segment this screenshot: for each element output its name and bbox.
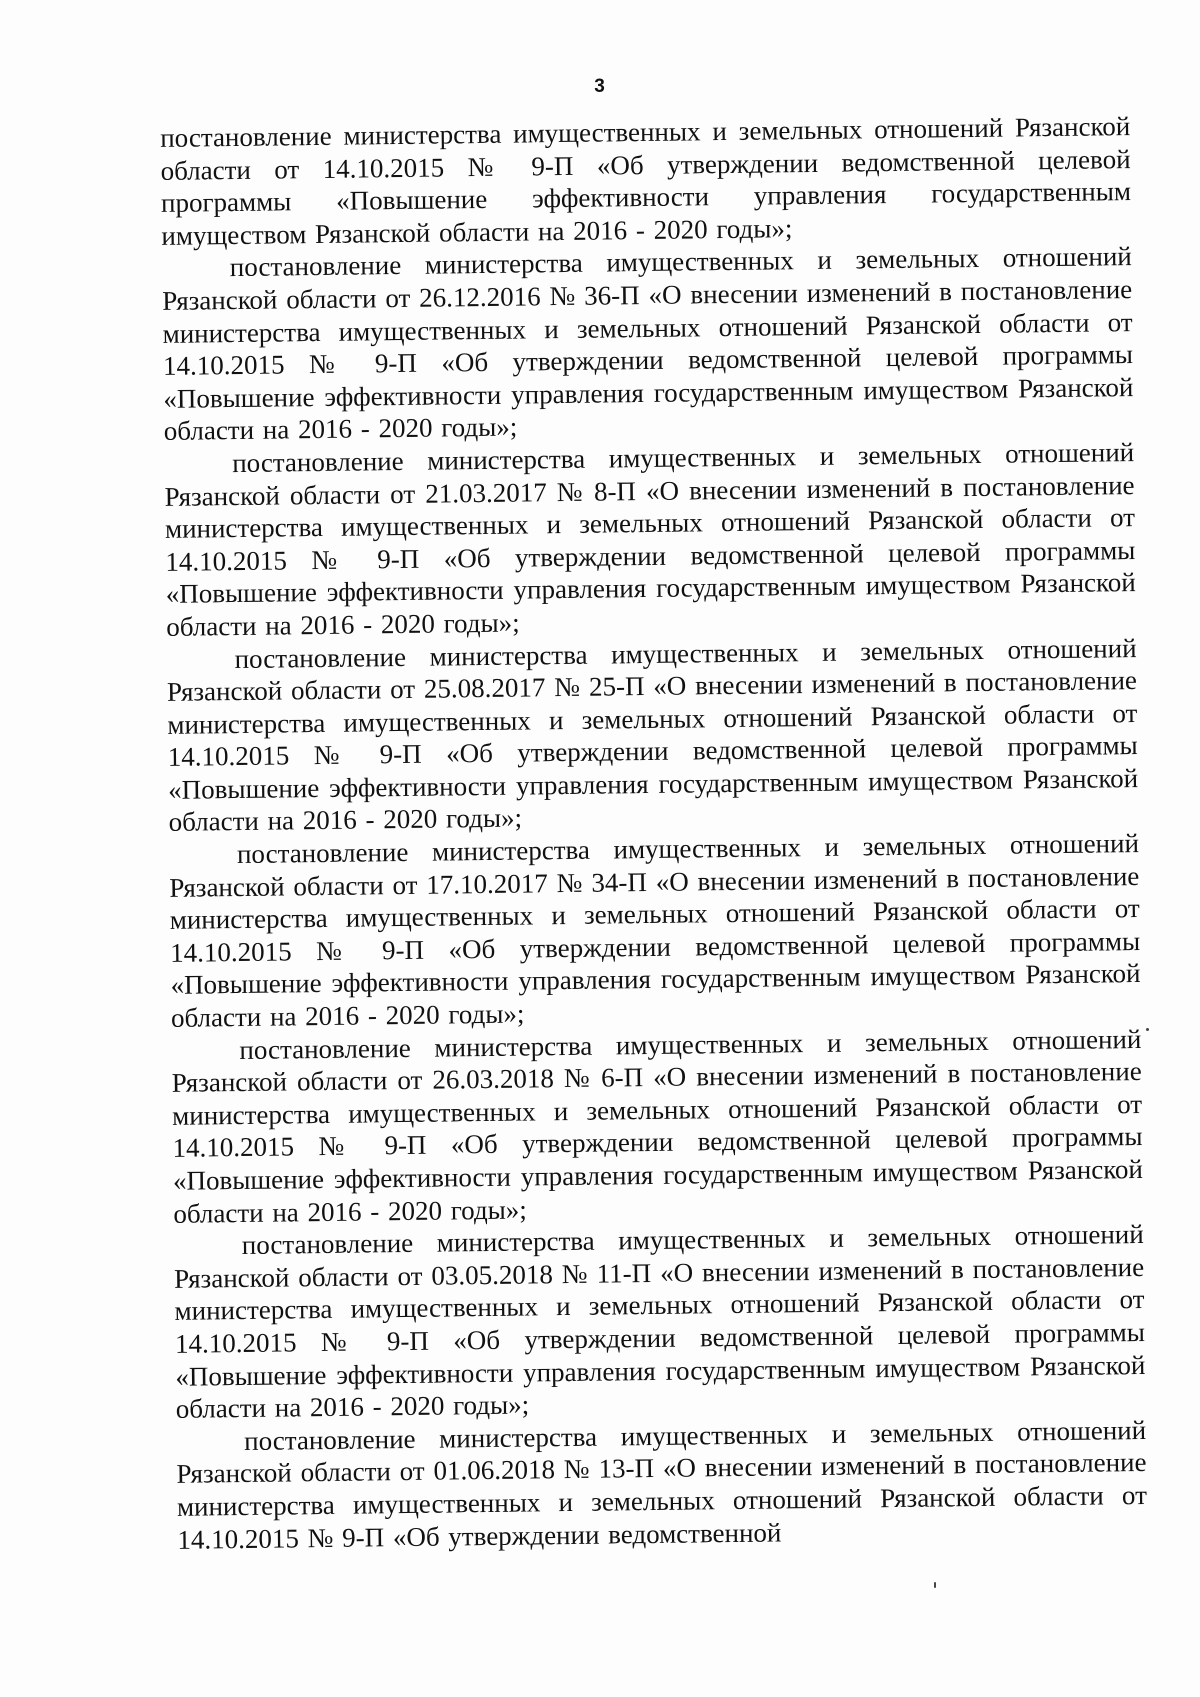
paragraph-3: постановление министерства имущественных и земельных отношений Рязанской области от 21.03.2017 № 8-П «О внесении изменений в постановление министерства имущественных и земельных отношений Рязанской области от 14.10.2015 № 9-П «Об утверждении ведомственной целевой программы «Повышение эффективности управления государственным имуществом Рязанской области на 2016 - 2020 годы»; bbox=[164, 436, 1136, 642]
scan-speck bbox=[934, 1582, 936, 1588]
paragraph-2: постановление министерства имущественных и земельных отношений Рязанской области от 26.12.2016 № 36-П «О внесении изменений в постановление министерства имущественных и земельных отношений Рязанской области от 14.10.2015 № 9-П «Об утверждении ведомственной целевой программы «Повышение эффективности управления государственным имуществом Рязанской области на 2016 - 2020 годы»; bbox=[162, 241, 1134, 447]
document-body bbox=[160, 110, 1147, 1556]
scan-speck bbox=[1146, 1028, 1149, 1031]
paragraph-8: постановление министерства имущественных и земельных отношений Рязанской области от 01.06.2018 № 13-П «О внесении изменений в постановление министерства имущественных и земельных отношений Рязанской области от 14.10.2015 № 9-П «Об утверждении ведомственной bbox=[176, 1414, 1148, 1555]
paragraph-1: постановление министерства имущественных и земельных отношений Рязанской области от 14.10.2015 № 9-П «Об утверждении ведомственной целевой программы «Повышение эффективности управления государственным имуществом Рязанской области на 2016 - 2020 годы»; bbox=[160, 111, 1132, 251]
paragraph-6: постановление министерства имущественных и земельных отношений Рязанской области от 26.03.2018 № 6-П «О внесении изменений в постановление министерства имущественных и земельных отношений Рязанской области от 14.10.2015 № 9-П «Об утверждении ведомственной целевой программы «Повышение эффективности управления государственным имуществом Рязанской области на 2016 - 2020 годы»; bbox=[171, 1023, 1144, 1229]
paragraph-7: постановление министерства имущественных и земельных отношений Рязанской области от 03.05.2018 № 11-П «О внесении изменений в постановление министерства имущественных и земельных отношений Рязанской области от 14.10.2015 № 9-П «Об утверждении ведомственной целевой программы «Повышение эффективности управления государственным имуществом Рязанской области на 2016 - 2020 годы»; bbox=[173, 1219, 1146, 1424]
paragraph-4: постановление министерства имущественных и земельных отношений Рязанской области от 25.08.2017 № 25-П «О внесении изменений в постановление министерства имущественных и земельных отношений Рязанской области от 14.10.2015 № 9-П «Об утверждении ведомственной целевой программы «Повышение эффективности управления государственным имуществом Рязанской области на 2016 - 2020 годы»; bbox=[166, 632, 1139, 838]
page-number: 3 bbox=[594, 76, 606, 97]
paragraph-5: постановление министерства имущественных и земельных отношений Рязанской области от 17.10.2017 № 34-П «О внесении изменений в постановление министерства имущественных и земельных отношений Рязанской области от 14.10.2015 № 9-П «Об утверждении ведомственной целевой программы «Повышение эффективности управления государственным имуществом Рязанской области на 2016 - 2020 годы»; bbox=[169, 828, 1141, 1033]
